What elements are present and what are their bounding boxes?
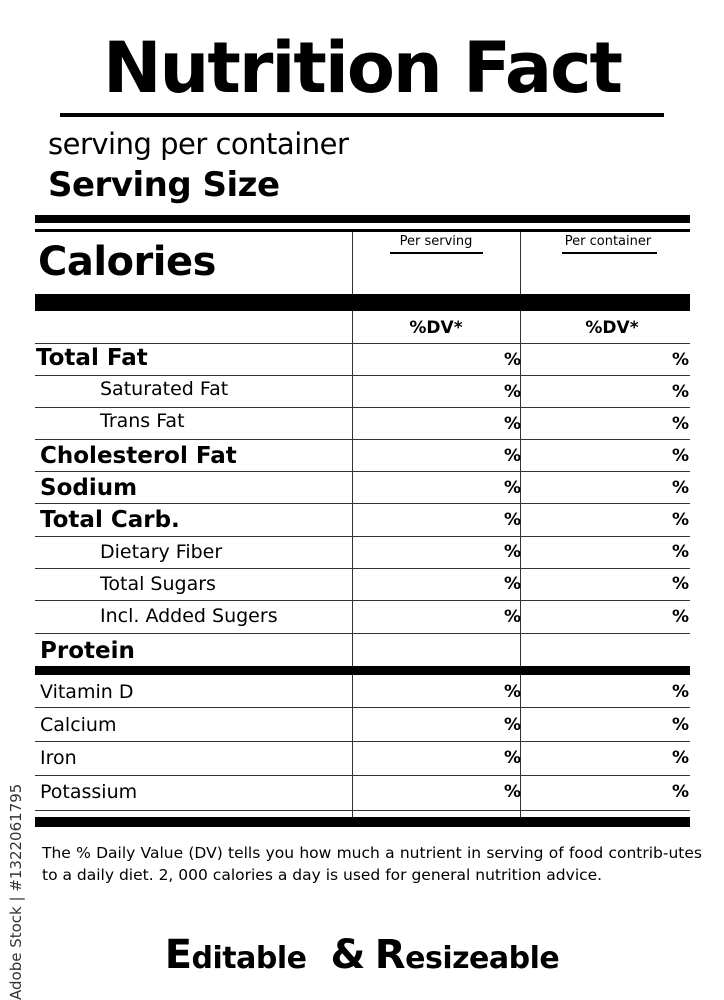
tagline-ampersand: & xyxy=(330,932,365,978)
nutrient-label: Incl. Added Sugers xyxy=(100,605,278,627)
row-divider xyxy=(35,439,690,440)
tagline-word-editable: ditable xyxy=(191,941,307,976)
nutrient-dv-per-container: % xyxy=(671,382,689,402)
vitamin-label: Vitamin D xyxy=(40,681,134,703)
dv-header-per-serving: %DV* xyxy=(409,318,463,338)
title-underline xyxy=(60,113,664,117)
vitamin-label: Iron xyxy=(40,747,77,769)
col-divider-1-mid xyxy=(352,311,353,666)
nutrient-dv-per-container: % xyxy=(671,478,689,498)
nutrient-label: Total Sugars xyxy=(100,573,216,595)
nutrient-label: Cholesterol Fat xyxy=(40,443,237,469)
vitamin-dv-per-serving: % xyxy=(503,682,521,702)
nutrient-label: Dietary Fiber xyxy=(100,541,223,563)
nutrient-dv-per-container: % xyxy=(671,510,689,530)
vitamin-dv-per-serving: % xyxy=(503,748,521,768)
header-thin-bar xyxy=(35,229,690,232)
nutrient-dv-per-container: % xyxy=(671,446,689,466)
vitamin-dv-per-serving: % xyxy=(503,715,521,735)
calories-label: Calories xyxy=(38,239,216,285)
row-divider xyxy=(35,633,690,634)
serving-per-container: serving per container xyxy=(48,127,349,161)
label-title: Nutrition Fact xyxy=(102,27,622,109)
tagline-word-resizeable: esizeable xyxy=(405,941,560,976)
col-header-per-serving: Per serving xyxy=(399,234,473,249)
calories-thick-bar xyxy=(35,294,690,311)
col-divider-2-top xyxy=(520,232,521,294)
nutrient-dv-per-serving: % xyxy=(503,510,521,530)
vitamins-thick-bar xyxy=(35,666,690,675)
daily-value-footnote: The % Daily Value (DV) tells you how much a nutrient in serving of food contrib-utes to a daily diet. 2, 000 calories a day is used for general nutrition advice. xyxy=(42,844,702,884)
nutrient-label: Protein xyxy=(40,638,135,664)
vitamin-dv-per-container: % xyxy=(671,748,689,768)
vitamin-label: Calcium xyxy=(40,714,117,736)
nutrient-dv-per-serving: % xyxy=(503,382,521,402)
nutrient-dv-per-container: % xyxy=(671,350,689,370)
nutrient-dv-per-serving: % xyxy=(503,446,521,466)
nutrient-dv-per-serving: % xyxy=(503,607,521,627)
nutrient-dv-per-container: % xyxy=(671,542,689,562)
vitamin-dv-per-serving: % xyxy=(503,782,521,802)
dv-header-per-container: %DV* xyxy=(585,318,639,338)
col-divider-1-top xyxy=(352,232,353,294)
col-header-per-container-rule xyxy=(562,252,657,254)
nutrient-dv-per-serving: % xyxy=(503,574,521,594)
nutrient-dv-per-serving: % xyxy=(503,414,521,434)
stock-credit: Adobe Stock | #1322061795 xyxy=(7,783,25,1000)
nutrient-label: Saturated Fat xyxy=(100,378,229,400)
vitamin-dv-per-container: % xyxy=(671,782,689,802)
serving-size: Serving Size xyxy=(48,165,280,205)
row-divider xyxy=(35,741,690,742)
nutrient-dv-per-container: % xyxy=(671,414,689,434)
nutrient-label: Trans Fat xyxy=(100,410,185,432)
row-divider xyxy=(35,707,690,708)
tagline-initial-r: R xyxy=(374,932,406,978)
row-divider xyxy=(35,775,690,776)
col-header-per-serving-rule xyxy=(390,252,483,254)
nutrient-dv-per-serving: % xyxy=(503,542,521,562)
row-divider xyxy=(35,503,690,504)
bottom-thick-bar xyxy=(35,817,690,827)
nutrient-dv-per-container: % xyxy=(671,574,689,594)
nutrient-dv-per-serving: % xyxy=(503,350,521,370)
nutrient-dv-per-container: % xyxy=(671,607,689,627)
col-header-per-container: Per container xyxy=(564,234,652,249)
col-divider-1-bottom xyxy=(352,675,353,817)
header-thick-bar xyxy=(35,215,690,223)
nutrient-label: Total Fat xyxy=(36,345,148,371)
row-divider xyxy=(35,471,690,472)
tagline-initial-e: E xyxy=(164,932,192,978)
vitamin-dv-per-container: % xyxy=(671,682,689,702)
vitamin-dv-per-container: % xyxy=(671,715,689,735)
vitamin-label: Potassium xyxy=(40,781,138,803)
tagline xyxy=(0,930,724,984)
row-divider xyxy=(35,810,690,811)
nutrient-label: Sodium xyxy=(40,475,138,501)
nutrient-dv-per-serving: % xyxy=(503,478,521,498)
nutrient-label: Total Carb. xyxy=(40,507,180,533)
